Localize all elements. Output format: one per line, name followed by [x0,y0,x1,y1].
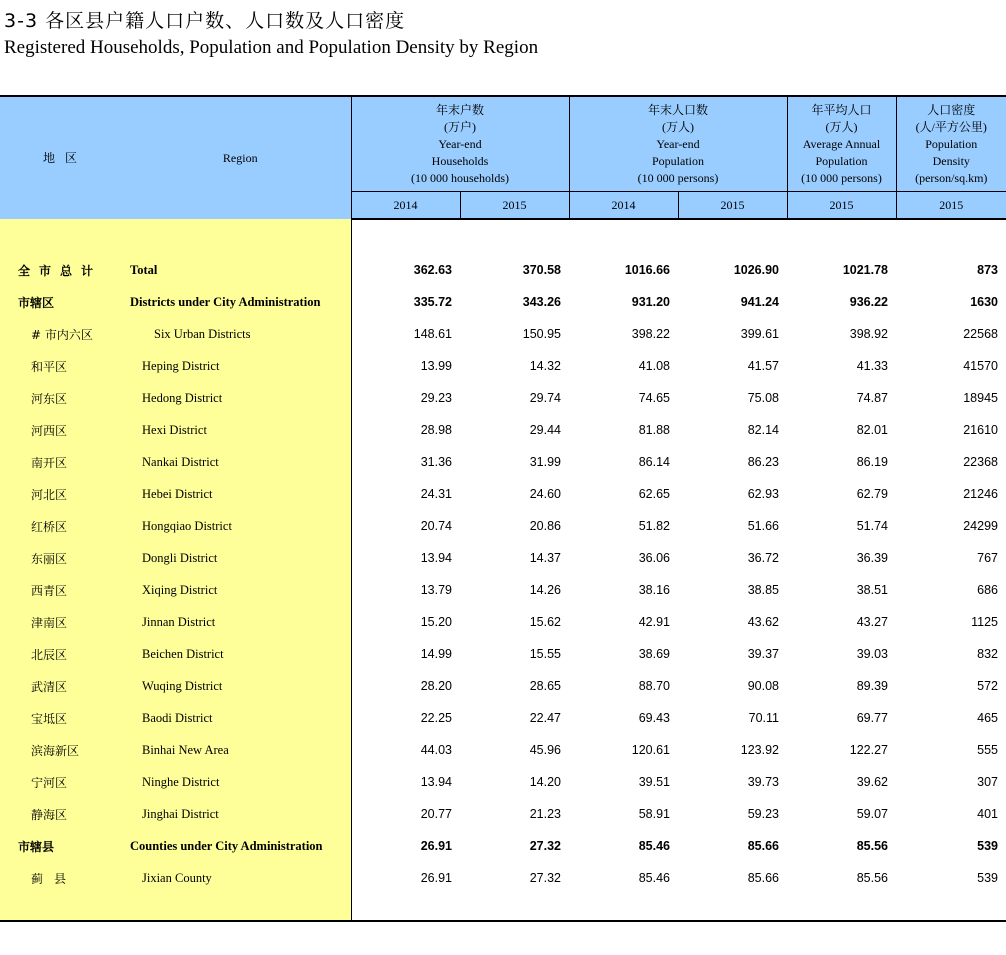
value-cell: 20.77 [420,807,452,821]
value-cell: 51.74 [856,519,888,533]
table-row [0,542,1006,574]
value-cell: 28.98 [420,423,452,437]
header-avg-line: Average Annual [802,136,881,151]
value-cell: 85.66 [747,871,779,885]
region-en-cell: Xiqing District [130,574,351,606]
table-row [0,254,1006,286]
region-cn-cell: 津南区 [0,606,130,638]
value-cell: 539 [977,839,998,853]
value-cell: 24.31 [420,487,452,501]
header-density-line: 人口密度 [927,102,976,117]
header-households-line: (万户) [444,119,476,134]
value-cell: 150.95 [522,327,561,341]
value-cell: 62.65 [638,487,670,501]
header-population-line: Year-end [656,136,700,151]
value-cell: 81.88 [638,423,670,437]
value-cell: 13.79 [420,583,452,597]
header-population [569,96,787,192]
end-cell [351,894,1006,921]
header-year: 2015 [787,192,896,220]
table-row [0,446,1006,478]
value-cell: 31.36 [420,455,452,469]
value-cell: 86.19 [856,455,888,469]
value-cell: 89.39 [856,679,888,693]
value-cell: 69.77 [856,711,888,725]
value-cell: 123.92 [740,743,779,757]
header-density-line: Population [925,136,978,151]
value-cell: 58.91 [638,807,670,821]
header-avg-line: (10 000 persons) [801,170,882,185]
region-cn-cell: 武清区 [0,670,130,702]
value-cell: 82.14 [747,423,779,437]
value-cell: 62.93 [747,487,779,501]
value-cell: 28.65 [529,679,561,693]
region-cn-cell: 宝坻区 [0,702,130,734]
value-cell: 20.74 [420,519,452,533]
header-population-line: 年末人口数 [647,102,708,117]
value-cell: 41.08 [638,359,670,373]
value-cell: 51.82 [638,519,670,533]
header-households [351,96,569,192]
table-row [0,414,1006,446]
page-title-cn: 3-3 各区县户籍人口户数、人口数及人口密度 [4,10,406,32]
value-cell: 27.32 [529,871,561,885]
region-en-cell: Heping District [130,350,351,382]
region-en-cell: Nankai District [130,446,351,478]
header-year: 2015 [678,192,787,220]
value-cell: 122.27 [849,743,888,757]
header-year: 2014 [569,192,678,220]
value-cell: 70.11 [748,711,779,725]
value-cell: 39.62 [856,775,888,789]
value-cell: 15.55 [529,647,561,661]
value-cell: 43.62 [747,615,779,629]
header-households-line: 年末户数 [435,102,484,117]
value-cell: 14.32 [529,359,561,373]
value-cell: 686 [977,583,998,597]
value-cell: 931.20 [631,295,670,309]
value-cell: 767 [977,551,998,565]
header-avg-line: Population [815,153,868,168]
region-en-cell: Jinghai District [130,798,351,830]
region-cn-cell: 河北区 [0,478,130,510]
value-cell: 39.73 [747,775,779,789]
value-cell: 401 [977,807,998,821]
value-cell: 88.70 [638,679,670,693]
region-en-cell: Baodi District [130,702,351,734]
value-cell: 41.33 [856,359,888,373]
table-row [0,798,1006,830]
value-cell: 74.65 [638,391,670,405]
table-row [0,286,1006,318]
region-cn-cell: 静海区 [0,798,130,830]
value-cell: 28.20 [420,679,452,693]
header-year: 2015 [896,192,1006,220]
region-en-cell: Jixian County [130,862,351,894]
region-cn-cell: 滨海新区 [0,734,130,766]
value-cell: 22.47 [529,711,561,725]
value-cell: 59.23 [747,807,779,821]
table-row [0,638,1006,670]
table-row [0,510,1006,542]
value-cell: 398.92 [849,327,888,341]
region-en-cell: Total [130,254,351,286]
value-cell: 39.03 [856,647,888,661]
value-cell: 38.16 [638,583,670,597]
value-cell: 51.66 [747,519,779,533]
value-cell: 15.62 [529,615,561,629]
header-avg-population [787,96,896,192]
value-cell: 85.66 [747,839,779,853]
value-cell: 18945 [963,391,998,405]
header-density-line: Density [932,153,970,168]
value-cell: 1016.66 [624,263,670,277]
value-cell: 36.39 [856,551,888,565]
value-cell: 22368 [963,455,998,469]
region-en-cell: Binhai New Area [130,734,351,766]
table-row [0,318,1006,350]
value-cell: 539 [977,871,998,885]
value-cell: 24.60 [529,487,561,501]
value-cell: 31.99 [529,455,561,469]
value-cell: 36.06 [638,551,670,565]
value-cell: 85.46 [638,871,670,885]
value-cell: 1630 [970,295,998,309]
value-cell: 148.61 [413,327,452,341]
value-cell: 21246 [963,487,998,501]
region-en-cell: Ninghe District [130,766,351,798]
value-cell: 398.22 [631,327,670,341]
table-row [0,350,1006,382]
value-cell: 20.86 [529,519,561,533]
value-cell: 85.46 [638,839,670,853]
table-row [0,670,1006,702]
value-cell: 90.08 [747,679,779,693]
header-population-line: (10 000 persons) [637,170,719,185]
region-cn-cell: 红桥区 [0,510,130,542]
region-cn-cell: 河西区 [0,414,130,446]
value-cell: 38.85 [747,583,779,597]
value-cell: 38.69 [638,647,670,661]
value-cell: 343.26 [522,295,561,309]
value-cell: 69.43 [638,711,670,725]
header-region-cn: 地区 [0,96,130,219]
header-avg-line: (万人) [825,119,858,134]
value-cell: 39.51 [638,775,670,789]
value-cell: 120.61 [631,743,670,757]
region-cn-cell: 市辖区 [0,286,130,318]
value-cell: 29.74 [529,391,561,405]
header-density-line: (人/平方公里) [915,119,987,134]
value-cell: 38.51 [856,583,888,597]
value-cell: 21.23 [529,807,561,821]
value-cell: 13.94 [420,775,452,789]
value-cell: 13.99 [420,359,452,373]
end-cell [130,894,351,921]
header-region-en: Region [130,96,351,219]
value-cell: 13.94 [420,551,452,565]
value-cell: 15.20 [420,615,452,629]
value-cell: 26.91 [420,871,452,885]
table-row [0,574,1006,606]
table-row [0,734,1006,766]
value-cell: 85.56 [856,839,888,853]
table-row [0,382,1006,414]
value-cell: 832 [977,647,998,661]
region-cn-cell: 宁河区 [0,766,130,798]
region-en-cell: Jinnan District [130,606,351,638]
table-row [0,830,1006,862]
region-cn-cell: 和平区 [0,350,130,382]
value-cell: 936.22 [849,295,888,309]
region-cn-cell: 东丽区 [0,542,130,574]
value-cell: 1026.90 [733,263,779,277]
region-en-cell: Hongqiao District [130,510,351,542]
region-cn-cell: 河东区 [0,382,130,414]
value-cell: 29.44 [529,423,561,437]
table-row [0,702,1006,734]
header-households-line: Households [431,153,489,168]
value-cell: 41.57 [747,359,779,373]
value-cell: 1125 [971,615,998,629]
table-row [0,606,1006,638]
region-en-cell: Dongli District [130,542,351,574]
value-cell: 27.32 [529,839,561,853]
value-cell: 43.27 [856,615,888,629]
table-row [0,766,1006,798]
population-table [0,95,1006,922]
value-cell: 335.72 [413,295,452,309]
region-en-cell: Beichen District [130,638,351,670]
header-avg-line: 年平均人口 [811,102,872,117]
value-cell: 44.03 [420,743,452,757]
region-en-cell: Hedong District [130,382,351,414]
header-households-line: (10 000 households) [411,170,509,185]
table-row [0,478,1006,510]
value-cell: 86.23 [747,455,779,469]
value-cell: 45.96 [529,743,561,757]
value-cell: 555 [977,743,998,757]
header-population-line: (万人) [662,119,694,134]
value-cell: 59.07 [856,807,888,821]
region-cn-cell: 全市总计 [0,254,130,286]
table-row [0,862,1006,894]
header-density-line: (person/sq.km) [915,170,988,185]
header-year: 2014 [351,192,460,220]
region-cn-cell: 西青区 [0,574,130,606]
value-cell: 362.63 [413,263,452,277]
value-cell: 399.61 [740,327,779,341]
region-en-cell: Counties under City Administration [130,830,351,862]
value-cell: 39.37 [747,647,779,661]
value-cell: 465 [977,711,998,725]
value-cell: 42.91 [638,615,670,629]
spacer-cell [351,219,1006,254]
region-cn-cell: 南开区 [0,446,130,478]
value-cell: 22.25 [420,711,452,725]
value-cell: 370.58 [522,263,561,277]
region-en-cell: Hexi District [130,414,351,446]
value-cell: 14.20 [529,775,561,789]
value-cell: 41570 [963,359,998,373]
value-cell: 75.08 [747,391,779,405]
value-cell: 572 [977,679,998,693]
value-cell: 14.99 [420,647,452,661]
value-cell: 26.91 [420,839,452,853]
value-cell: 29.23 [420,391,452,405]
spacer-cell [0,219,130,254]
region-cn-cell: # 市内六区 [0,318,130,350]
value-cell: 1021.78 [842,263,888,277]
header-year: 2015 [460,192,569,220]
value-cell: 22568 [963,327,998,341]
value-cell: 14.26 [529,583,561,597]
value-cell: 941.24 [740,295,779,309]
header-density [896,96,1006,192]
spacer-cell [130,219,351,254]
end-cell [0,894,130,921]
value-cell: 74.87 [856,391,888,405]
value-cell: 21610 [963,423,998,437]
value-cell: 307 [977,775,998,789]
region-en-cell: Wuqing District [130,670,351,702]
page-title-en: Registered Households, Population and Population Density by Region [4,37,539,58]
value-cell: 14.37 [529,551,561,565]
region-en-cell: Hebei District [130,478,351,510]
region-cn-cell: 蓟县 [0,862,130,894]
region-en-cell: Districts under City Administration [130,286,351,318]
header-households-line: Year-end [438,136,482,151]
value-cell: 85.56 [856,871,888,885]
region-en-cell: Six Urban Districts [130,318,351,350]
value-cell: 873 [977,263,998,277]
value-cell: 24299 [963,519,998,533]
value-cell: 62.79 [856,487,888,501]
value-cell: 36.72 [747,551,779,565]
header-population-line: Population [651,153,704,168]
region-cn-cell: 北辰区 [0,638,130,670]
value-cell: 82.01 [856,423,888,437]
region-cn-cell: 市辖县 [0,830,130,862]
value-cell: 86.14 [638,455,670,469]
